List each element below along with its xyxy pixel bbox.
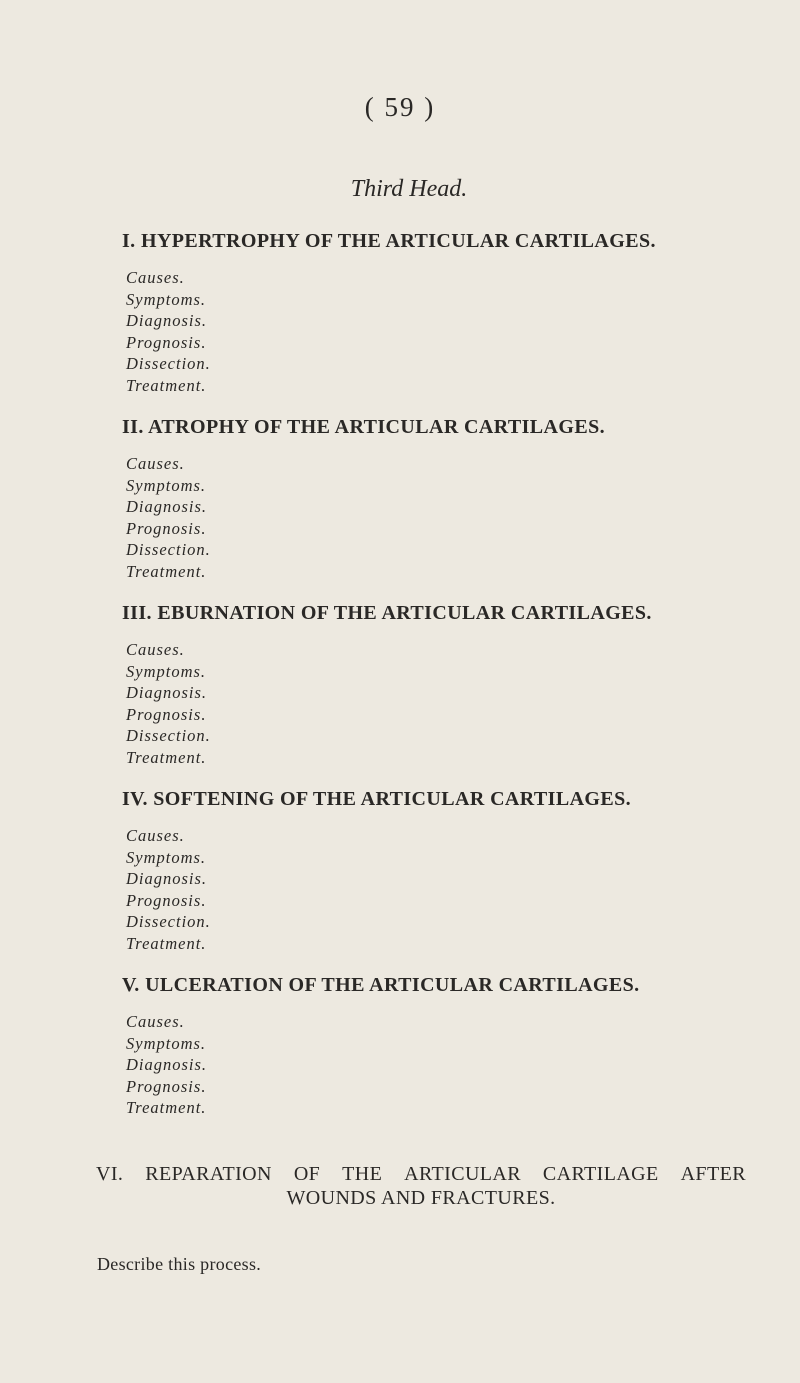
section-atrophy bbox=[122, 415, 605, 583]
list-item: Symptoms. bbox=[126, 475, 207, 495]
heading-word: REPARATION bbox=[145, 1163, 272, 1185]
list-item: Dissection. bbox=[126, 912, 211, 932]
section-heading: II. ATROPHY OF THE ARTICULAR CARTILAGES. bbox=[122, 416, 606, 438]
list-item: Diagnosis. bbox=[126, 683, 208, 703]
section-softening bbox=[122, 787, 631, 955]
list-item: Prognosis. bbox=[126, 704, 207, 724]
list-item: Dissection. bbox=[126, 354, 211, 374]
section-ulceration bbox=[122, 973, 640, 1119]
section-eburnation bbox=[122, 601, 652, 769]
list-item: Prognosis. bbox=[126, 890, 207, 910]
list-item: Treatment. bbox=[126, 933, 207, 953]
list-item: Treatment. bbox=[126, 747, 207, 767]
list-item: Symptoms. bbox=[126, 661, 207, 681]
topic-list bbox=[126, 1011, 640, 1119]
list-item: Dissection. bbox=[126, 540, 211, 560]
list-item: Causes. bbox=[126, 826, 185, 845]
heading-word: OF bbox=[293, 1163, 321, 1185]
section-hypertrophy bbox=[122, 229, 656, 397]
heading-word: THE bbox=[342, 1163, 383, 1185]
heading-word: CARTILAGE bbox=[542, 1163, 659, 1185]
list-item: Causes. bbox=[126, 268, 185, 287]
list-item: Diagnosis. bbox=[126, 497, 208, 517]
list-item: Diagnosis. bbox=[126, 311, 208, 331]
list-item: Causes. bbox=[126, 454, 185, 473]
heading-line-1 bbox=[96, 1162, 746, 1186]
list-item: Treatment. bbox=[126, 1098, 207, 1118]
list-item: Diagnosis. bbox=[126, 869, 208, 889]
topic-list bbox=[126, 267, 656, 397]
list-item: Symptoms. bbox=[126, 847, 207, 867]
list-item: Dissection. bbox=[126, 726, 211, 746]
section-heading: V. ULCERATION OF THE ARTICULAR CARTILAGES. bbox=[122, 974, 640, 996]
section-body-text: Describe this process. bbox=[97, 1254, 262, 1274]
heading-word: VI. bbox=[96, 1163, 124, 1185]
topic-list bbox=[126, 453, 605, 583]
list-item: Symptoms. bbox=[126, 1033, 207, 1053]
topic-list bbox=[126, 825, 631, 955]
list-item: Diagnosis. bbox=[126, 1055, 208, 1075]
list-item: Symptoms. bbox=[126, 289, 207, 309]
section-heading: III. EBURNATION OF THE ARTICULAR CARTILAGES. bbox=[122, 602, 652, 624]
list-item: Treatment. bbox=[126, 561, 207, 581]
heading-word: ARTICULAR bbox=[404, 1163, 521, 1185]
list-item: Prognosis. bbox=[126, 518, 207, 538]
topic-list bbox=[126, 639, 652, 769]
section-heading: IV. SOFTENING OF THE ARTICULAR CARTILAGES. bbox=[122, 788, 632, 810]
list-item: Prognosis. bbox=[126, 1076, 207, 1096]
list-item: Causes. bbox=[126, 1012, 185, 1031]
page-number: ( 59 ) bbox=[364, 92, 436, 122]
head-title: Third Head. bbox=[350, 176, 468, 202]
section-heading: I. HYPERTROPHY OF THE ARTICULAR CARTILAGES. bbox=[122, 230, 656, 252]
list-item: Causes. bbox=[126, 640, 185, 659]
heading-word: AFTER bbox=[680, 1163, 746, 1185]
list-item: Prognosis. bbox=[126, 332, 207, 352]
heading-line-2: WOUNDS AND FRACTURES. bbox=[286, 1187, 556, 1209]
list-item: Treatment. bbox=[126, 375, 207, 395]
section-reparation-heading bbox=[96, 1162, 746, 1210]
